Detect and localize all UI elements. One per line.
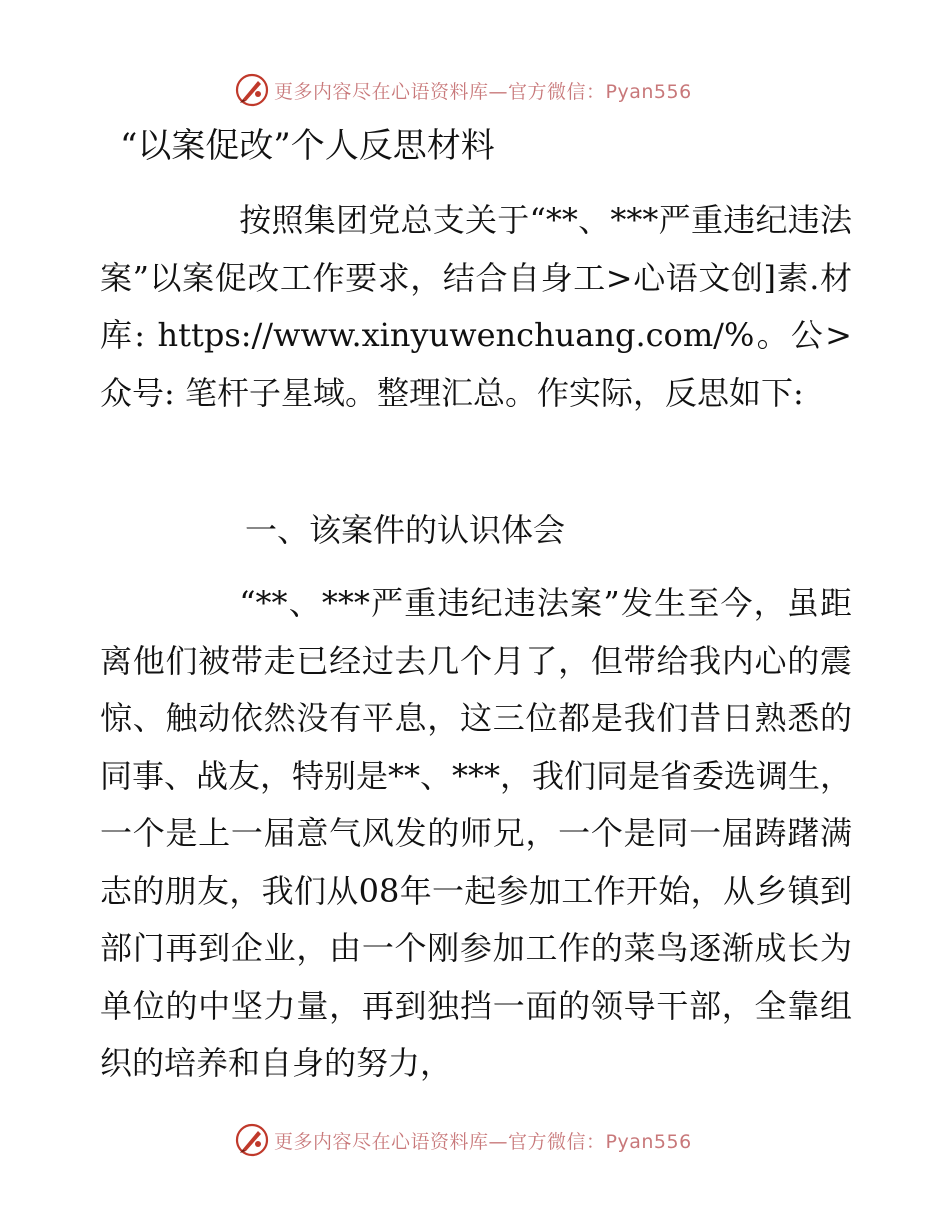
- paragraph-body: “**、***严重违纪违法案”发生至今，虽距离他们被带走已经过去几个月了，但带给我内心的震惊、触动依然没有平息，这三位都是我们昔日熟悉的同事、战友，特别是**、***，我们同是省委选调生，一个是上一届意气风发的师兄，一个是同一届踌躇满志的朋友，我们从08年一起参加工作开始，从乡镇到部门再到企业，由一个刚参加工作的菜鸟逐渐成长为单位的中坚力量，再到独挡一面的领导干部，全靠组织的培养和自身的努力，: [100, 584, 853, 1082]
- header-watermark: [234, 72, 714, 108]
- paragraph-intro: 按照集团党总支关于“**、***严重违纪违法案”以案促改工作要求，结合自身工>心语文创]素.材库: https://www.xinyuwenchuang.com/%。公>众号: 笔杆子星域。整理汇总。作实际，反思如下:: [100, 201, 852, 412]
- watermark-text: 更多内容尽在心语资料库—官方微信：Pyan556: [274, 1130, 692, 1153]
- watermark-text: 更多内容尽在心语资料库—官方微信：Pyan556: [274, 80, 692, 103]
- quill-pen-logo-icon: [234, 72, 270, 108]
- section-heading: 一、该案件的认识体会: [245, 511, 566, 549]
- document-title: “以案促改”个人反思材料: [120, 126, 495, 166]
- footer-watermark: [234, 1122, 714, 1158]
- quill-pen-logo-icon: [234, 1122, 270, 1158]
